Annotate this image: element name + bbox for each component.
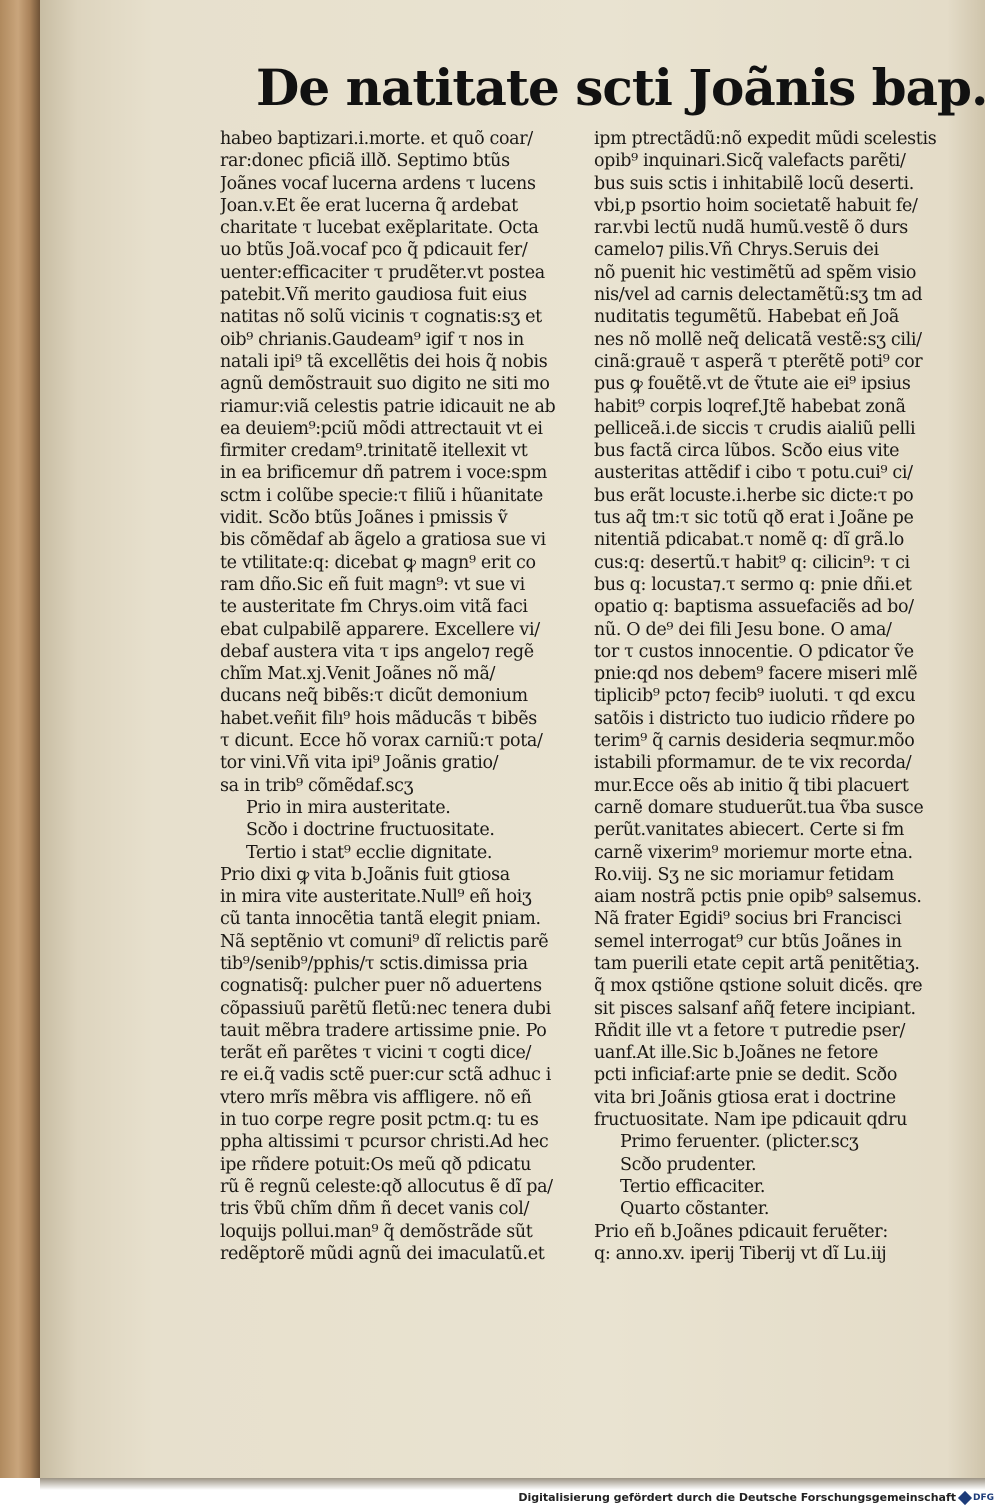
text-line: nuditatis tegumẽtũ. Habebat eñ Joã bbox=[594, 307, 899, 328]
text-line: rar:donec pficiã illð. Septimo btũs bbox=[220, 151, 510, 172]
page-heading: De natitate scti Joãnis bap. bbox=[256, 58, 988, 117]
text-line: uanf.At ille.Sic b.Joãnes ne fetore bbox=[594, 1043, 878, 1064]
text-line: cognatisq̃: pulcher puer nõ aduertens bbox=[220, 976, 542, 997]
text-line: te austeritate fm Chrys.oim vitã faci bbox=[220, 597, 528, 618]
text-line: patebit.Vñ merito gaudiosa fuit eius bbox=[220, 285, 527, 306]
text-line: nis/vel ad carnis delectamẽtũ:sʒ tm ad bbox=[594, 285, 923, 306]
text-column-left bbox=[220, 128, 588, 1265]
text-line: Prio dixi ꝙ vita b.Joãnis fuit gtiosa bbox=[220, 864, 510, 885]
text-line: pnie:qd nos debem⁹ facere miseri mlẽ bbox=[594, 664, 918, 685]
text-line: nes nõ mollẽ neq̃ delicatã vestẽ:sʒ cili/ bbox=[594, 329, 922, 350]
text-line: ram dño.Sic eñ fuit magn⁹: vt sue vi bbox=[220, 574, 525, 595]
book-binding-edge bbox=[0, 0, 40, 1478]
text-line: cõpassiuũ parẽtũ fletũ:nec tenera dubi bbox=[220, 998, 551, 1019]
funding-notice: Digitalisierung gefördert durch die Deutsche Forschungsgemeinschaft bbox=[518, 1491, 956, 1504]
text-line: tib⁹/senib⁹/pphis/τ sctis.dimissa pria bbox=[220, 953, 528, 974]
text-line: tiplicib⁹ pcto⁊ fecib⁹ iuoluti. τ qd excu bbox=[594, 686, 916, 707]
text-line: ppha altissimi τ pcursor christi.Ad hec bbox=[220, 1132, 549, 1153]
text-line: agnũ demõstrauit suo digito ne siti mo bbox=[220, 374, 550, 395]
text-line: tor τ custos innocentie. O pdicator ṽe bbox=[594, 641, 914, 662]
text-line: bus q: locusta⁊.τ sermo q: pnie dñi.et bbox=[594, 574, 912, 595]
text-line: Rñdit ille vt a fetore τ putredie pser/ bbox=[594, 1020, 906, 1041]
text-line: nõ puenit hic vestimẽtũ ad spẽm visio bbox=[594, 262, 917, 283]
text-line: in ea brificemur dñ patrem i voce:spm bbox=[220, 463, 548, 484]
text-line: bus erãt locuste.i.herbe sic dicte:τ po bbox=[594, 485, 914, 506]
text-line: chĩm Mat.xj.Venit Joãnes nõ mã/ bbox=[220, 664, 496, 685]
text-line: in mira vite austeritate.Null⁹ eñ hoiʒ bbox=[220, 887, 532, 908]
text-line: pus ꝙ fouẽtẽ.vt de ṽtute aie ei⁹ ipsius bbox=[594, 374, 911, 395]
text-line: te vtilitate:q: dicebat ꝙ magn⁹ erit co bbox=[220, 552, 536, 573]
text-line: vidit. Scðo btũs Joãnes i pmissis ṽ bbox=[220, 508, 508, 529]
text-line: semel interrogat⁹ cur btũs Joãnes in bbox=[594, 931, 902, 952]
text-line: sit pisces salsanf añq̃ fetere incipiant. bbox=[594, 998, 916, 1019]
text-line: Prio in mira austeritate. bbox=[246, 797, 451, 818]
text-line: in tuo corpe regre posit pctm.q: tu es bbox=[220, 1110, 539, 1131]
text-line: ducans neq̃ bibẽs:τ dicũt demonium bbox=[220, 686, 528, 707]
text-line: rar.vbi lectũ nudã humũ.vestẽ õ durs bbox=[594, 218, 908, 239]
text-line: uenter:efficaciter τ prudẽter.vt postea bbox=[220, 262, 545, 283]
text-line: austeritas attẽdif i cibo τ potu.cui⁹ ci/ bbox=[594, 463, 913, 484]
dfg-logo bbox=[960, 1491, 996, 1505]
text-line: tus aq̃ tm:τ sic totũ qð erat i Joãne pe bbox=[594, 508, 914, 529]
text-line: ea deuiem⁹:pciũ mõdi attrectauit vt ei bbox=[220, 418, 543, 439]
text-line: Quarto cõstanter. bbox=[620, 1199, 770, 1220]
text-line: Scðo i doctrine fructuositate. bbox=[246, 820, 495, 841]
text-line: habet.veñit filı⁹ hois mãducãs τ bibẽs bbox=[220, 708, 537, 729]
text-line: carnẽ domare studuerũt.tua ṽba susce bbox=[594, 797, 924, 818]
text-line: opib⁹ inquinari.Sicq̃ valefacts parẽti/ bbox=[594, 151, 906, 172]
text-line: fructuositate. Nam ipe pdicauit qdru bbox=[594, 1110, 908, 1131]
text-line: rũ ẽ regnũ celeste:qð allocutus ẽ dĩ pa/ bbox=[220, 1176, 553, 1197]
text-line: pcti inficiaf:arte pnie se dedit. Scðo bbox=[594, 1065, 898, 1086]
text-line: tauit mẽbra tradere artissime pnie. Po bbox=[220, 1020, 547, 1041]
text-line: nitentiã pdicabat.τ nomẽ q: dĩ grã.lo bbox=[594, 530, 904, 551]
text-line: firmiter credam⁹.trinitatẽ itellexit vt bbox=[220, 441, 528, 462]
text-line: τ dicunt. Ecce hõ vorax carniũ:τ pota/ bbox=[220, 731, 543, 752]
text-line: riamur:viã celestis patrie idicauit ne ab bbox=[220, 396, 556, 417]
text-line: Nã frater Egidi⁹ socius bri Francisci bbox=[594, 909, 902, 930]
text-line: cinã:grauẽ τ asperã τ pterẽtẽ poti⁹ cor bbox=[594, 351, 923, 372]
text-line: istabili pformamur. de te vix recorda/ bbox=[594, 753, 912, 774]
text-line: vtero mrĩs mẽbra vis affligere. nõ eñ bbox=[220, 1087, 532, 1108]
dfg-diamond-icon bbox=[958, 1491, 972, 1505]
text-line: bus suis sctis i inhitabilẽ locũ deserti. bbox=[594, 173, 914, 194]
text-line: natali ipi⁹ tã excellẽtis dei hois q̃ nobis bbox=[220, 351, 548, 372]
text-line: ipm ptrectãdũ:nõ expedit mũdi scelestis bbox=[594, 129, 937, 149]
text-line: terim⁹ q̃ carnis desideria seqmur.mõo bbox=[594, 731, 915, 752]
text-line: aiam nostrã pctis pnie opib⁹ salsemus. bbox=[594, 887, 922, 908]
text-line: bus factã circa lũbos. Scðo eius vite bbox=[594, 441, 900, 462]
dfg-logo-text: DFG bbox=[973, 1493, 995, 1503]
text-line: q̃ mox qstiõne qstione soluit dicẽs. qre bbox=[594, 976, 923, 997]
text-line: terãt eñ parẽtes τ vicini τ cogti dice/ bbox=[220, 1043, 531, 1064]
text-line: sa in trib⁹ cõmẽdaf.scʒ bbox=[220, 775, 414, 796]
text-line: Ro.viij. Sʒ ne sic moriamur fetidam bbox=[594, 864, 894, 885]
text-line: cus:q: desertũ.τ habit⁹ q: cilicin⁹: τ ci bbox=[594, 552, 910, 573]
text-column-right bbox=[594, 128, 966, 1265]
text-line: redẽptorẽ mũdi agnũ dei imaculatũ.et bbox=[220, 1243, 545, 1264]
text-line: Joan.v.Et ẽe erat lucerna q̃ ardebat bbox=[220, 195, 518, 216]
text-line: q: anno.xv. iperij Tiberij vt dĩ Lu.iij bbox=[594, 1243, 887, 1264]
text-line: habit⁹ corpis loqref.Jtẽ habebat zonã bbox=[594, 396, 906, 417]
text-line: natitas nõ solũ vicinis τ cognatis:sʒ et bbox=[220, 307, 542, 328]
text-line: Tertio i stat⁹ ecclie dignitate. bbox=[246, 842, 493, 863]
text-line: tam puerili etate cepit artã penitẽtiaʒ. bbox=[594, 953, 920, 974]
text-line: loquijs pollui.man⁹ q̃ demõstrãde sũt bbox=[220, 1221, 533, 1242]
text-line: sctm i colũbe specie:τ filiũ i hũanitate bbox=[220, 485, 543, 506]
text-line: tor vini.Vñ vita ipi⁹ Joãnis gratio/ bbox=[220, 753, 499, 774]
text-line: tris ṽbũ chĩm dñm ñ decet vanis col/ bbox=[220, 1199, 530, 1220]
text-line: Primo feruenter. (plicter.scʒ bbox=[620, 1132, 859, 1153]
text-line: re ei.q̃ vadis sctẽ puer:cur sctã adhuc i bbox=[220, 1065, 552, 1086]
page-bottom-shadow bbox=[40, 1478, 985, 1490]
text-line: opatio q: baptisma assuefaciẽs ad bo/ bbox=[594, 597, 914, 618]
text-line: carnẽ vixerim⁹ moriemur morte eṫna. bbox=[594, 842, 913, 863]
text-line: charitate τ lucebat exẽplaritate. Octa bbox=[220, 218, 539, 239]
text-line: vita bri Joãnis gtiosa erat i doctrine bbox=[594, 1087, 896, 1108]
text-line: perũt.vanitates abiecert. Certe si fm bbox=[594, 820, 904, 841]
text-line: Nã septẽnio vt comuni⁹ dĩ relictis parẽ bbox=[220, 931, 549, 952]
text-line: pelliceã.i.de siccis τ crudis aialiũ pelli bbox=[594, 418, 916, 439]
text-line: mur.Ecce oẽs ab initio q̃ tibi placuert bbox=[594, 775, 909, 796]
text-line: Joãnes vocaf lucerna ardens τ lucens bbox=[220, 173, 536, 194]
text-line: bis cõmẽdaf ab ãgelo a gratiosa sue vi bbox=[220, 530, 546, 551]
text-line: Scðo prudenter. bbox=[620, 1154, 757, 1175]
text-line: ebat culpabilẽ apparere. Excellere vi/ bbox=[220, 619, 540, 640]
text-line: habeo baptizari.i.morte. et quõ coar/ bbox=[220, 129, 533, 149]
text-line: oib⁹ chrianis.Gaudeam⁹ igif τ nos in bbox=[220, 329, 524, 350]
text-line: Prio eñ b.Joãnes pdicauit feruẽter: bbox=[594, 1221, 888, 1242]
text-line: nũ. O de⁹ dei fili Jesu bone. O ama/ bbox=[594, 619, 892, 640]
text-line: vbi,p psortio hoim societatẽ habuit fe/ bbox=[594, 195, 918, 216]
text-line: cũ tanta innocẽtia tantã elegit pniam. bbox=[220, 909, 541, 930]
text-line: uo btũs Joã.vocaf pco q̃ pdicauit fer/ bbox=[220, 240, 528, 261]
text-line: satõis i districto tuo iudicio rñdere po bbox=[594, 708, 915, 729]
text-line: debaf austera vita τ ips angelo⁊ regẽ bbox=[220, 641, 534, 662]
text-line: Tertio efficaciter. bbox=[620, 1176, 766, 1197]
text-line: ipe rñdere potuit:Os meũ qð pdicatu bbox=[220, 1154, 532, 1175]
text-line: camelo⁊ pilis.Vñ Chrys.Seruis dei bbox=[594, 240, 879, 261]
